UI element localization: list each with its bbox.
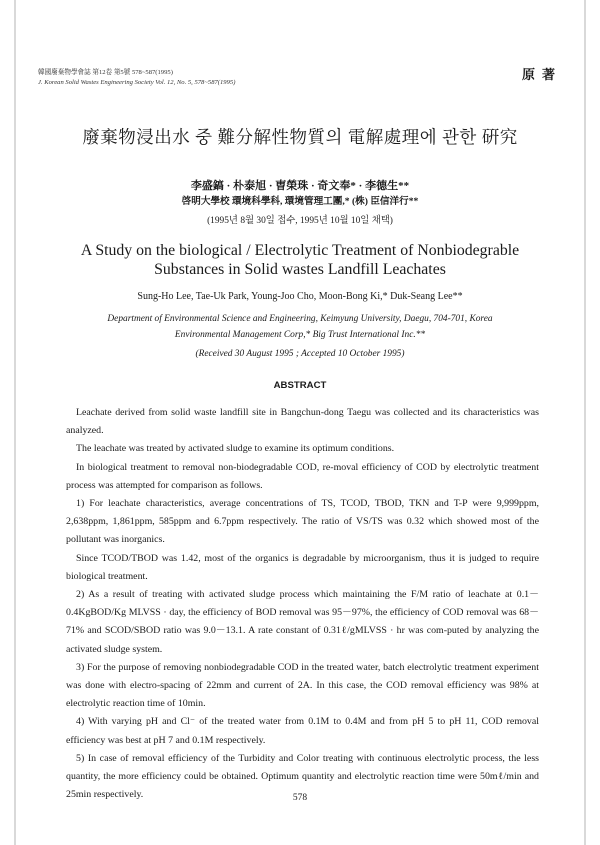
english-authors: Sung-Ho Lee, Tae-Uk Park, Young-Joo Cho, Moon-Bong Ki,* Duk-Seang Lee** xyxy=(137,291,463,302)
english-dates: (Received 30 August 1995 ; Accepted 10 October 1995) xyxy=(195,349,405,359)
journal-citation-korean: 韓國廢棄物學會誌 第12卷 第5號 578~587(1995) xyxy=(38,69,173,76)
abstract-paragraph: 2) As a result of treating with activated sludge process which maintaining the F/M ratio of leachate at 0.1－0.4KgBOD/Kg MLVSS · day, the efficiency of BOD removal was 95－97%, the efficiency of COD removal was 68－71% and SCOD/SBOD ratio was 9.0－13.1. A rate constant of 0.31ℓ/gMLVSS · hr was com-puted by analyzing the activated sludge system. xyxy=(66,589,539,655)
abstract-paragraph: 1) For leachate characteristics, average concentrations of TS, TCOD, TBOD, TKN and T-P were 9,999ppm, 2,638ppm, 1,861ppm, 585ppm and 6.7ppm respectively. The ratio of VS/TS was 0.32 which showed most of the pollutant was inorganics. xyxy=(66,498,539,546)
english-affiliation-line-1: Department of Environmental Science and Engineering, Keimyung University, Daegu, 704-701, Korea xyxy=(107,314,493,324)
journal-citation-english: J. Korean Solid Wastes Engineering Society Vol. 12, No. 5, 578~587(1995) xyxy=(38,79,236,86)
korean-title: 廢棄物浸出水 중 難分解性物質의 電解處理에 관한 硏究 xyxy=(82,127,518,147)
abstract-paragraph: Since TCOD/TBOD was 1.42, most of the organics is degradable by microorganism, thus it is judged to require biological treatment. xyxy=(66,552,539,582)
page-number: 578 xyxy=(292,793,308,803)
abstract-paragraph: 5) In case of removal efficiency of the Turbidity and Color treating with continuous electrolytic process, the less quantity, the more efficiency could be obtained. Optimum quantity and electrolytic reaction time were 50mℓ/min and 25min respectively. xyxy=(66,752,539,801)
english-affiliation-line-2: Environmental Management Corp,* Big Trust International Inc.** xyxy=(174,330,426,340)
abstract-heading: ABSTRACT xyxy=(273,380,327,391)
korean-authors: 李盛鎬 · 朴泰旭 · 曺榮珠 · 奇文奉* · 李德生** xyxy=(190,180,410,192)
abstract-paragraph: In biological treatment to removal non-biodegradable COD, re-moval efficiency of COD by electrolytic treatment process was attempted for comparison as follows. xyxy=(66,461,539,491)
english-title-line-2: Substances in Solid wastes Landfill Leachates xyxy=(154,261,446,278)
article-type-label: 原著 xyxy=(521,67,562,82)
korean-affiliation: 啓明大學校 環境科學科, 環境管理工團,* (株) 臣信洋行** xyxy=(181,196,419,207)
korean-dates: (1995년 8월 30일 접수, 1995년 10월 10일 채택) xyxy=(207,216,393,226)
english-title-line-1: A Study on the biological / Electrolytic Treatment of Nonbiodegrable xyxy=(80,242,520,259)
abstract-paragraph: 3) For the purpose of removing nonbiodegradable COD in the treated water, batch electrolytic treatment experiment was done with electro-spacing of 22mm and current of 2A. In this case, the COD removal efficiency was 98% at electrolytic reaction time of 10min. xyxy=(66,661,539,710)
running-header xyxy=(38,68,235,88)
abstract-paragraph: The leachate was treated by activated sludge to examine its optimum conditions. xyxy=(76,443,395,455)
abstract-paragraph: 4) With varying pH and Cl⁻ of the treated water from 0.1M to 0.4M and from pH 5 to pH 11, COD removal efficiency was best at pH 7 and 0.1M respectively. xyxy=(66,716,539,746)
abstract-paragraph: Leachate derived from solid waste landfill site in Bangchun-dong Taegu was collected and its characteristics was analyzed. xyxy=(66,407,539,437)
english-title xyxy=(0,241,600,279)
english-affiliation xyxy=(0,311,600,343)
abstract-body xyxy=(66,404,539,804)
